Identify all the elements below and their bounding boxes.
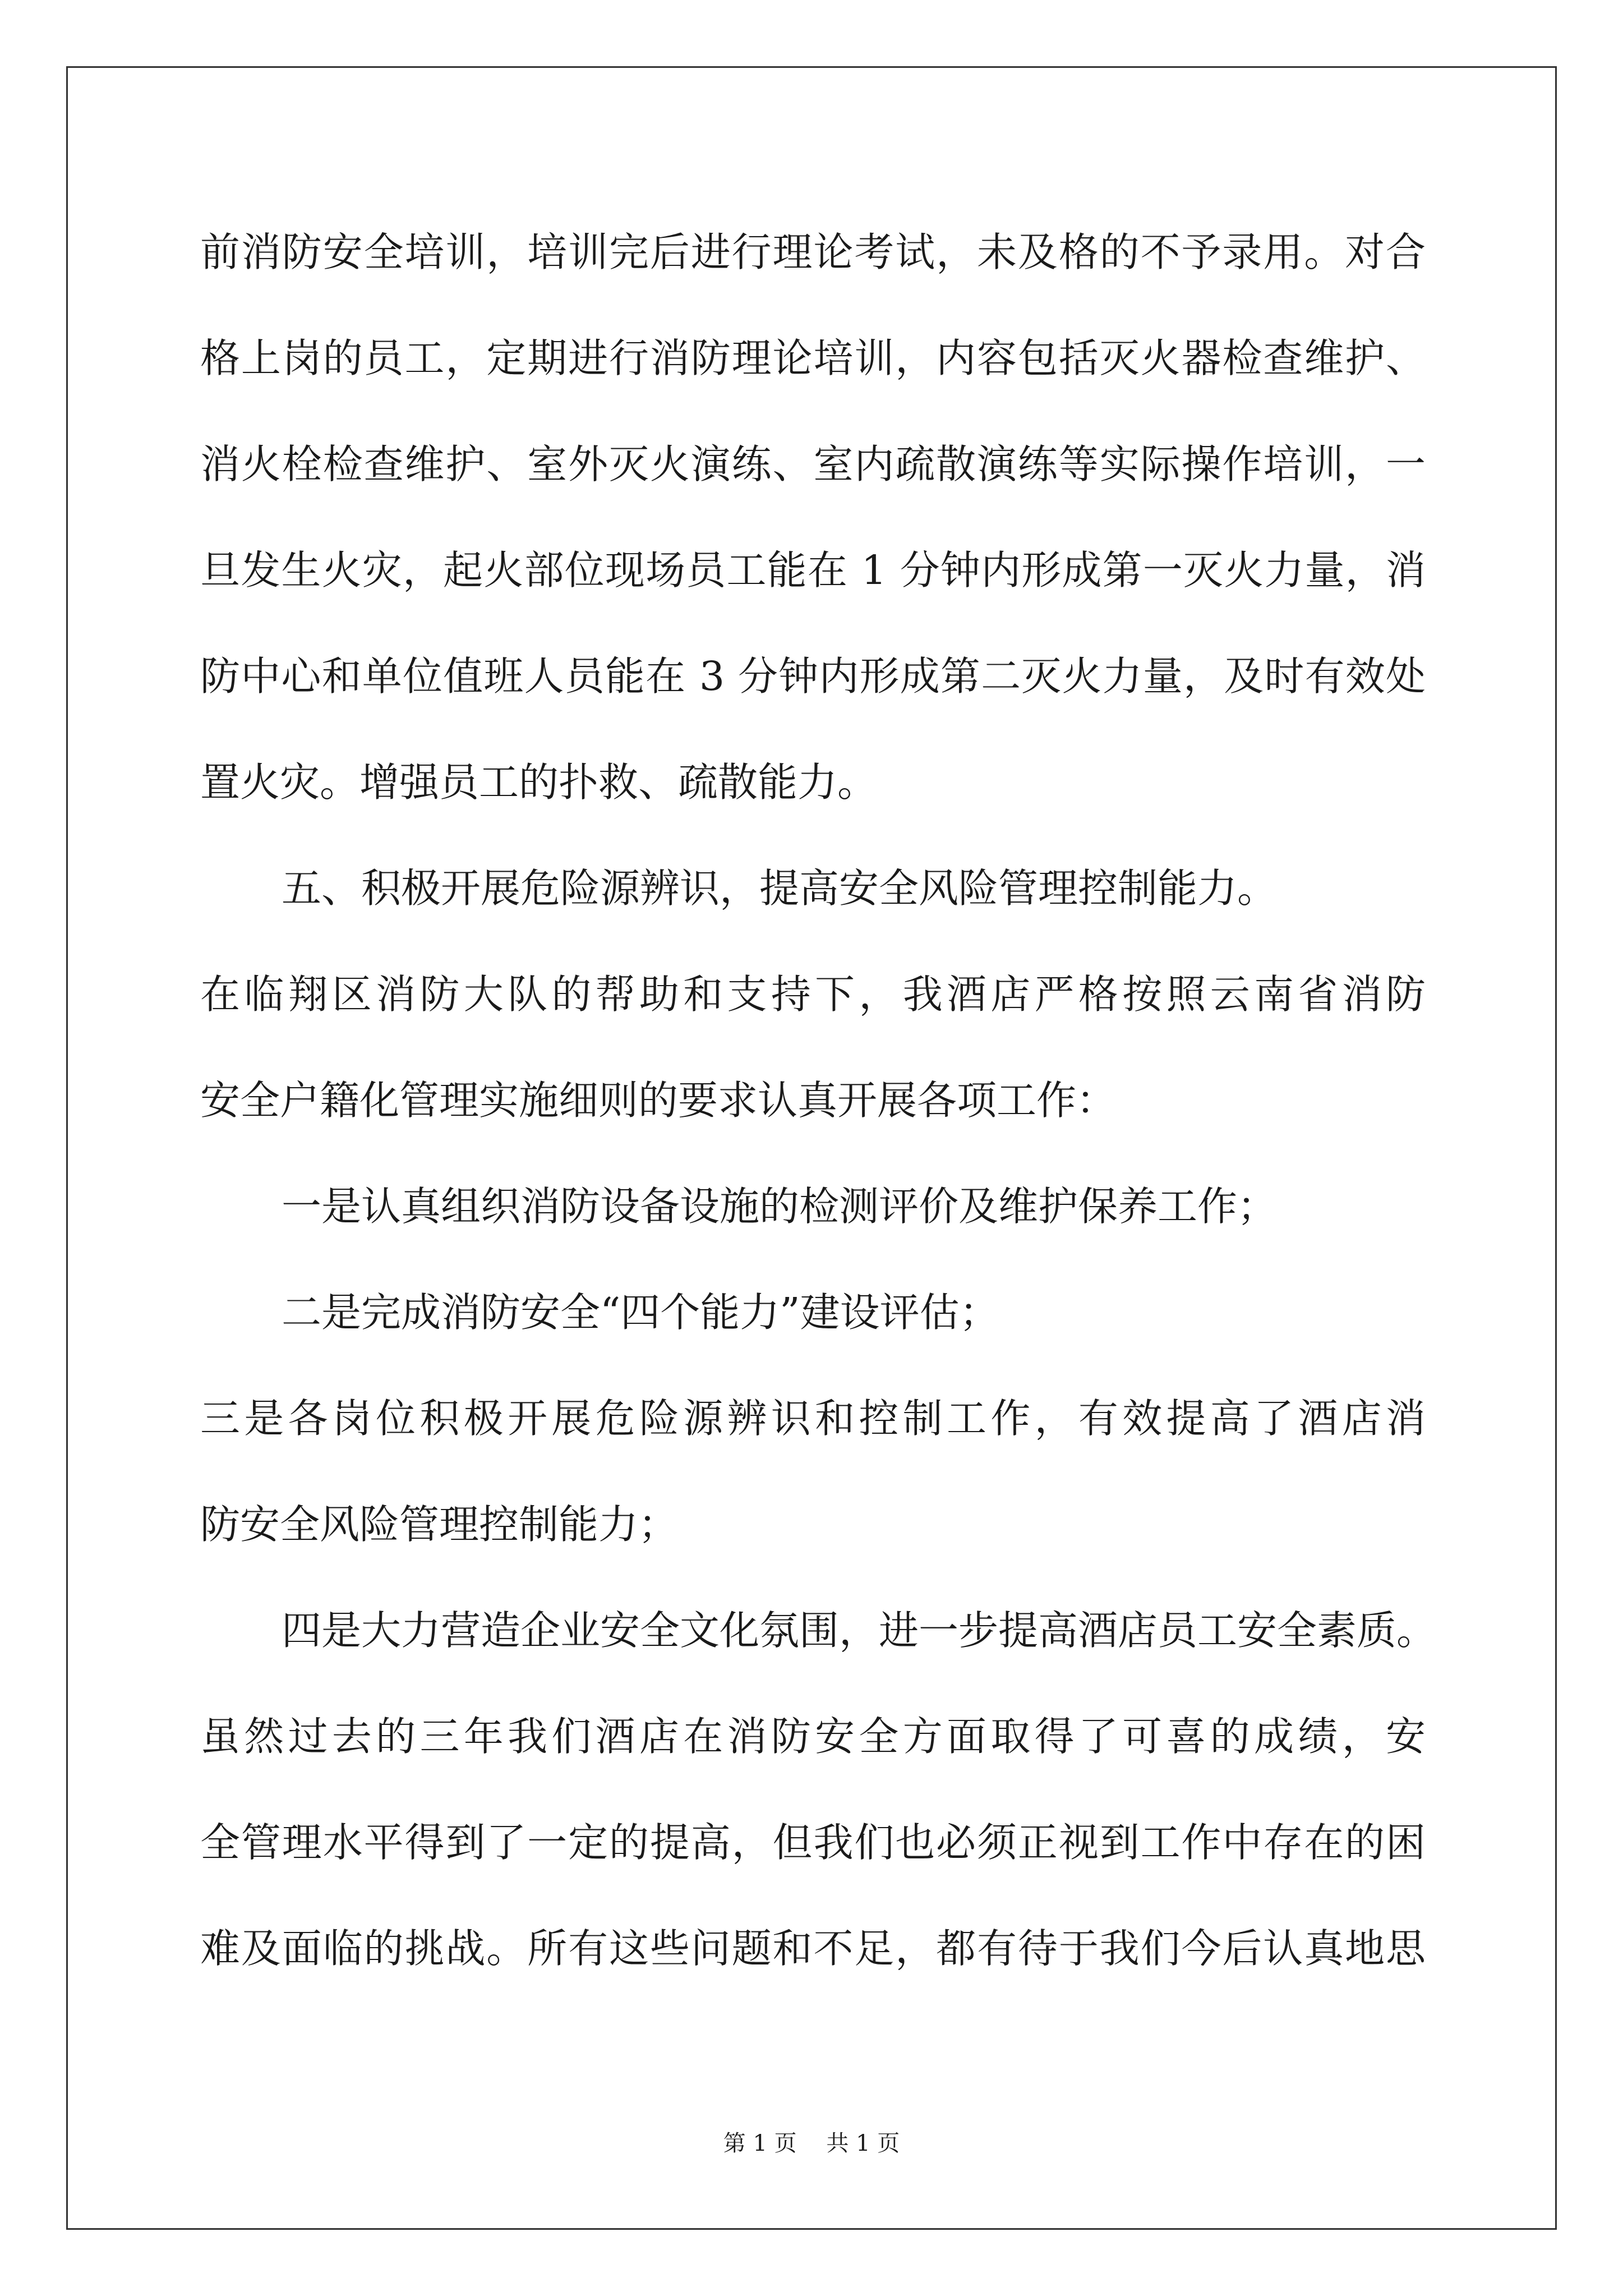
text-line-8: 在临翔区消防大队的帮助和支持下，我酒店严格按照云南省消防 (200, 971, 1426, 1018)
text-line-2: 格上岗的员工，定期进行消防理论培训，内容包括灭火器检查维护、 (200, 335, 1426, 381)
text-line-3: 消火栓检查维护、室外灭火演练、室内疏散演练等实际操作培训，一 (200, 441, 1426, 487)
text-line-16: 全管理水平得到了一定的提高，但我们也必须正视到工作中存在的困 (200, 1819, 1426, 1866)
text-line-5: 防中心和单位值班人员能在 3 分钟内形成第二灭火力量，及时有效处 (200, 653, 1426, 700)
text-line-6: 置火灾。增强员工的扑救、疏散能力。 (200, 759, 878, 806)
text-line-13: 防安全风险管理控制能力； (200, 1501, 679, 1548)
text-line-15: 虽然过去的三年我们酒店在消防安全方面取得了可喜的成绩，安 (200, 1713, 1426, 1760)
text-line-14: 四是大力营造企业安全文化氛围，进一步提高酒店员工安全素质。 (282, 1607, 1437, 1654)
text-line-12: 三是各岗位积极开展危险源辨识和控制工作，有效提高了酒店消 (200, 1395, 1426, 1442)
text-line-1: 前消防安全培训，培训完后进行理论考试，未及格的不予录用。对合 (200, 229, 1426, 275)
text-line-4: 旦发生火灾，起火部位现场员工能在 1 分钟内形成第一灭火力量，消 (200, 547, 1426, 593)
page-border (66, 66, 1557, 2230)
page-number-total: 共 1 页 (826, 2131, 900, 2156)
section-heading: 五、积极开展危险源辨识，提高安全风险管理控制能力。 (282, 865, 1278, 912)
page-footer (0, 2129, 1623, 2157)
text-line-9: 安全户籍化管理实施细则的要求认真开展各项工作： (200, 1077, 1117, 1124)
page-number-current: 第 1 页 (723, 2131, 797, 2156)
text-line-11: 二是完成消防安全“四个能力”建设评估； (282, 1289, 999, 1336)
text-line-17: 难及面临的挑战。所有这些问题和不足，都有待于我们今后认真地思 (200, 1925, 1426, 1972)
text-line-10: 一是认真组织消防设备设施的检测评价及维护保养工作； (282, 1183, 1278, 1230)
